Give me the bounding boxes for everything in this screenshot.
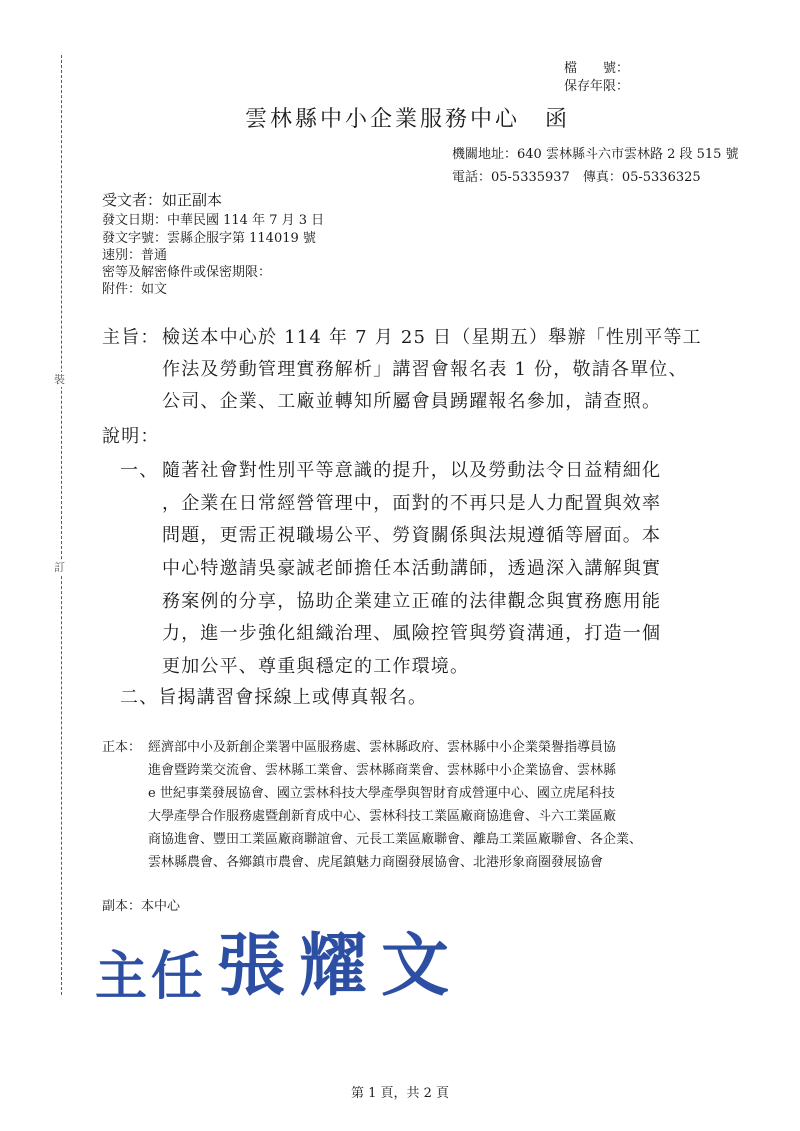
binding-mark-bind: 裝 [54, 373, 65, 386]
primary-recipients-line: 雲林縣農會、各鄉鎮市農會、虎尾鎮魅力商圈發展協會、北港形象商圈發展協會 [148, 855, 604, 870]
primary-recipients-line: 進會暨跨業交流會、雲林縣工業會、雲林縣商業會、雲林縣中小企業協會、雲林縣 [148, 763, 617, 778]
primary-recipients-label: 正本： [102, 740, 142, 755]
explanation-line: 更加公平、尊重與穩定的工作環境。 [162, 656, 470, 677]
explanation-line: 力，進一步強化組織治理、風險控管與勞資溝通，打造一個 [162, 623, 662, 644]
agency-address: 機關地址：640 雲林縣斗六市雲林路 2 段 515 號 [452, 147, 739, 162]
attachment: 附件：如文 [102, 282, 168, 297]
copy-recipients: 副本：本中心 [102, 899, 181, 914]
recipient: 受文者：如正副本 [102, 191, 223, 209]
document-title: 雲林縣中小企業服務中心 函 [245, 107, 571, 132]
primary-recipients-line: 商協進會、豐田工業區廠商聯誼會、元長工業區廠聯會、離島工業區廠聯會、各企業、 [148, 832, 643, 847]
explanation-line: 問題，更需正視職場公平、勞資關係與法規遵循等層面。本 [162, 525, 662, 546]
primary-recipients-line: 大學產學合作服務處暨創新育成中心、雲林科技工業區廠商協進會、斗六工業區廠 [148, 809, 617, 824]
file-no-label: 檔 號： [563, 61, 629, 76]
issue-date: 發文日期：中華民國 114 年 7 月 3 日 [102, 213, 325, 228]
binding-line [61, 55, 62, 995]
binding-mark-staple: 訂 [54, 561, 65, 574]
security-classification: 密等及解密條件或保密期限： [102, 265, 272, 280]
primary-recipients-line: 經濟部中小及新創企業署中區服務處、雲林縣政府、雲林縣中小企業榮譽指導員協 [148, 740, 617, 755]
subject-line: 作法及勞動管理實務解析」講習會報名表 1 份，敬請各單位、 [162, 359, 688, 380]
urgency: 速別：普通 [102, 248, 168, 263]
subject-label: 主旨： [102, 327, 160, 348]
retention-label: 保存年限： [563, 79, 629, 94]
document-number: 發文字號：雲縣企服字第 114019 號 [102, 231, 316, 246]
director-title: 主任 [95, 947, 208, 1007]
explanation-line: 中心特邀請吳豪誠老師擔任本活動講師，透過深入講解與實 [162, 558, 662, 579]
director-name: 張耀文 [217, 927, 464, 1006]
subject-line: 公司、企業、工廠並轉知所屬會員踴躍報名參加，請查照。 [162, 391, 662, 412]
subject-line: 檢送本中心於 114 年 7 月 25 日（星期五）舉辦「性別平等工 [162, 327, 702, 348]
explanation-line: ，企業在日常經營管理中，面對的不再只是人力配置與效率 [162, 493, 662, 514]
explanation-item-2: 二、旨揭講習會採線上或傳真報名。 [120, 687, 428, 708]
explanation-item-marker: 一、 [120, 460, 159, 481]
explanation-line: 隨著社會對性別平等意識的提升，以及勞動法令日益精細化 [162, 460, 662, 481]
explanation-label: 說明： [102, 426, 160, 447]
agency-contact: 電話：05-5335937 傳真：05-5336325 [452, 170, 701, 185]
director-signature-stamp [95, 912, 463, 1009]
primary-recipients-line: e 世紀事業發展協會、國立雲林科技大學產學與智財育成營運中心、國立虎尾科技 [148, 786, 615, 801]
page-footer: 第 1 頁，共 2 頁 [350, 1086, 450, 1101]
explanation-line: 務案例的分享，協助企業建立正確的法律觀念與實務應用能 [162, 591, 662, 612]
